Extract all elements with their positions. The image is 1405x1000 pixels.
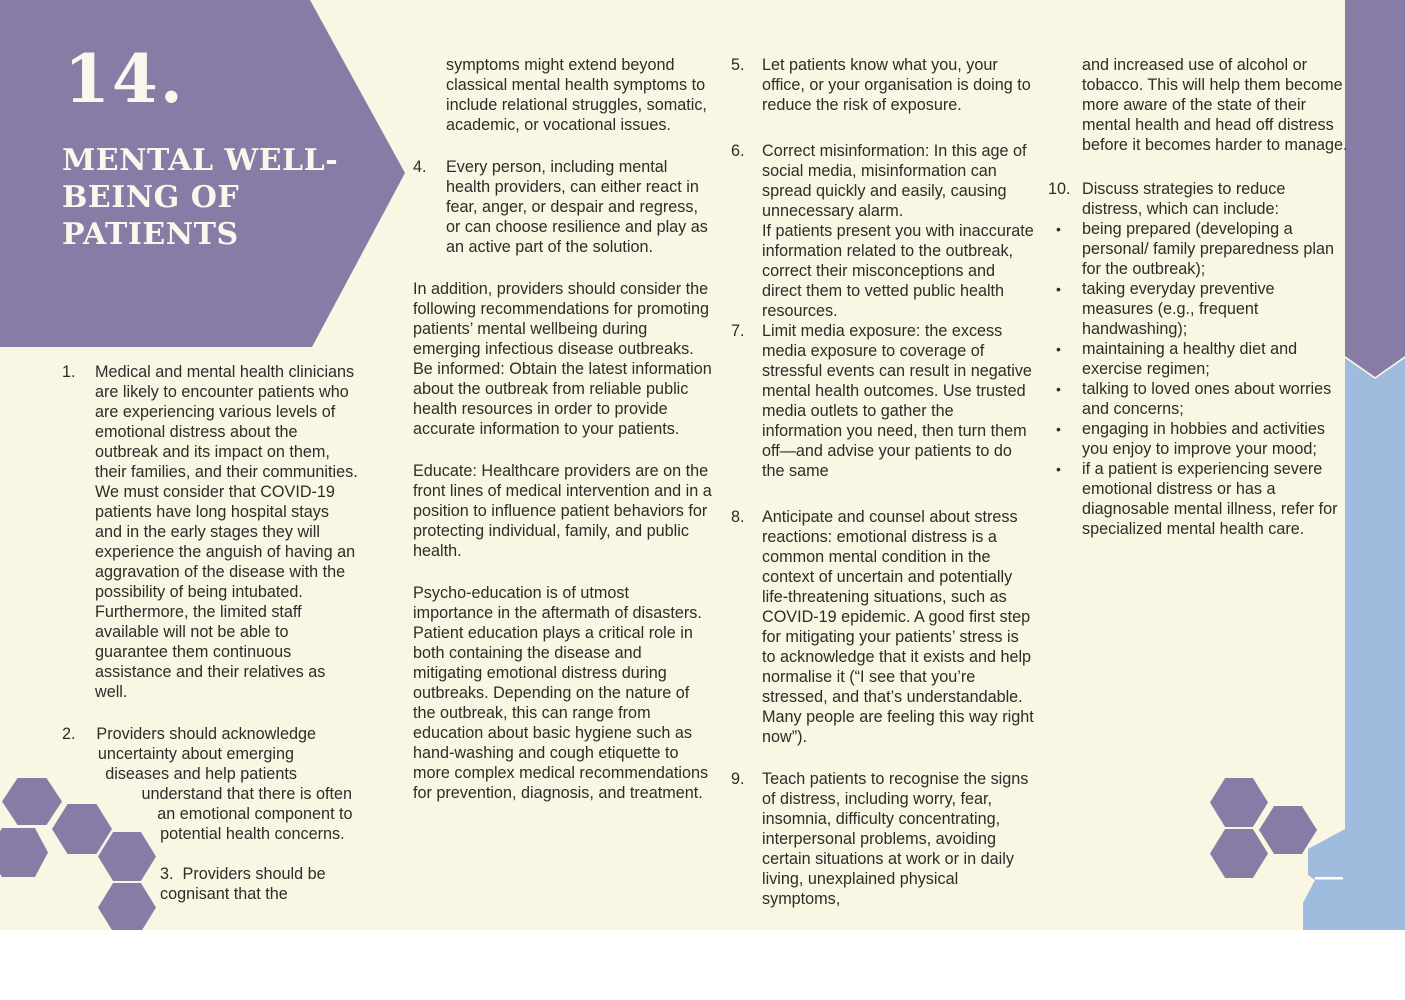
top-right-purple-band (1345, 0, 1405, 377)
item-number: 4. (413, 158, 427, 176)
item-text: Providers should be cognisant that the (160, 865, 326, 903)
item-number: 9. (731, 770, 745, 788)
educate-paragraph (413, 461, 713, 561)
page-title: MENTAL WELL-BEING OF PATIENTS (62, 143, 339, 252)
bullet-item (1048, 339, 1348, 379)
list-item-2 (62, 724, 358, 850)
list-item-8 (731, 507, 1034, 747)
item-number: 1. (62, 363, 76, 381)
item-text: Let patients know what you, your office, or your organisation is doing to reduce the risk of exposure. (762, 56, 1031, 114)
item-number: 6. (731, 142, 745, 160)
paragraph: In addition, providers should consider the following recommendations for promoting patients’ mental wellbeing during emerging infectious disease outbreaks. (413, 280, 710, 358)
section-number: 14. (64, 40, 185, 118)
list-item-1 (62, 362, 358, 702)
recommendations-intro (413, 279, 713, 439)
list-item-6 (731, 141, 1034, 321)
bullet-marker (1048, 419, 1082, 459)
item-number: 10. (1048, 180, 1071, 198)
bullet-text: if a patient is experiencing severe emotional distress or has a diagnosable mental illness, refer for specialized mental health care. (1082, 460, 1338, 538)
psycho-education-paragraph (413, 583, 713, 803)
item-9-continuation (1048, 55, 1348, 155)
list-item-9 (731, 769, 1034, 909)
item-number: 5. (731, 56, 745, 74)
hexagon-decoration (0, 828, 48, 877)
list-item-10 (1048, 179, 1348, 219)
bullet-text: being prepared (developing a personal/ family preparedness plan for the outbreak); (1082, 220, 1334, 278)
list-item-5 (731, 55, 1034, 115)
item-text: Every person, including mental health providers, can either react in fear, anger, or despair and regress, or can choose resilience and play as an active part of the solution. (446, 158, 708, 256)
list-item-7 (731, 321, 1034, 481)
bullet-item (1048, 379, 1348, 419)
column-1 (62, 362, 358, 850)
item-number: 3. (160, 865, 174, 883)
item-text: Teach patients to recognise the signs of distress, including worry, fear, insomnia, difficulty concentrating, interpersonal problems, avoiding certain situations at work or in daily living, unexplained physical symptoms, (762, 770, 1029, 908)
list-item-3 (160, 864, 336, 904)
item-3-continuation (413, 55, 713, 135)
bullet-item (1048, 219, 1348, 279)
hexagon-decoration (1210, 829, 1268, 878)
item-text: Providers should acknowledge uncertainty about emerging diseases and help patients understand that there is often an emotional component to potential health concerns. (96, 725, 353, 843)
item-text: Correct misinformation: In this age of social media, misinformation can spread quickly and easily, causing unnecessary alarm. (762, 142, 1027, 220)
item-text: and increased use of alcohol or tobacco. This will help them become more aware of the state of their mental health and head off distress before it becomes harder to manage. (1082, 56, 1348, 154)
footer-strip (0, 930, 1405, 1000)
hexagon-decoration (2, 778, 62, 825)
item-text: symptoms might extend beyond classical mental health symptoms to include relational struggles, somatic, academic, or vocational issues. (446, 56, 707, 134)
item-text: Medical and mental health clinicians are likely to encounter patients who are experiencing various levels of emotional distress about the outbreak and its impact on them, their families, and their communities. We must consider that COVID-19 patients have long hospital stays and in the early stages they will experience the anguish of having an aggravation of the disease with the possibility of being intubated. Furthermore, the limited staff available will not be able to guarantee them continuous assistance and their relatives as well. (95, 363, 358, 701)
item-number: 2. (62, 725, 76, 743)
paragraph: Be informed: Obtain the latest information about the outbreak from reliable public health resources in order to provide accurate information to your patients. (413, 360, 712, 438)
bullet-item (1048, 419, 1348, 459)
column-3 (731, 55, 1034, 909)
item-number: 8. (731, 508, 745, 526)
bullet-marker (1048, 279, 1082, 339)
column-4 (1048, 55, 1348, 539)
item-text: Limit media exposure: the excess media exposure to coverage of stressful events can result in negative mental health outcomes. Use trusted media outlets to gather the information you need, then turn them off—and advise your patients to do the same (762, 322, 1032, 480)
bullet-marker (1048, 379, 1082, 419)
bullet-item (1048, 459, 1348, 539)
item-text: If patients present you with inaccurate information related to the outbreak, correct their misconceptions and direct them to vetted public health resources. (762, 222, 1034, 320)
bullet-text: maintaining a healthy diet and exercise regimen; (1082, 340, 1298, 378)
hexagon-decoration (1210, 778, 1268, 827)
bullet-text: talking to loved ones about worries and concerns; (1082, 380, 1332, 418)
bullet-marker (1048, 459, 1082, 539)
hexagon-decoration (1259, 806, 1317, 854)
paragraph: Psycho-education is of utmost importance in the aftermath of disasters. Patient education plays a critical role in both containing the disease and mitigating emotional distress during outbreaks. Depending on the nature of the outbreak, this can range from education about basic hygiene such as hand-washing and cough etiquette to more complex medical recommendations for prevention, diagnosis, and treatment. (413, 584, 709, 802)
hexagon-outline-accent (1315, 877, 1343, 880)
item-text: Discuss strategies to reduce distress, which can include: (1082, 180, 1286, 218)
item-text: Anticipate and counsel about stress reactions: emotional distress is a common mental condition in the context of uncertain and potentially life-threatening situations, such as COVID-19 epidemic. A good first step for mitigating your patients’ stress is to acknowledge that it exists and help normalise it (“I see that you’re stressed, and that’s understandable. Many people are feeling this way right now”). (762, 508, 1034, 746)
bullet-marker (1048, 219, 1082, 279)
column-2 (413, 55, 713, 803)
item-number: 7. (731, 322, 745, 340)
bullet-text: engaging in hobbies and activities you enjoy to improve your mood; (1082, 420, 1325, 458)
bullet-marker (1048, 339, 1082, 379)
paragraph: Educate: Healthcare providers are on the front lines of medical intervention and in a position to influence patient behaviors for protecting individual, family, and public health. (413, 462, 712, 560)
bullet-text: taking everyday preventive measures (e.g., frequent handwashing); (1082, 280, 1275, 338)
list-item-4 (413, 157, 713, 257)
hexagon-decoration (98, 883, 156, 932)
bullet-item (1048, 279, 1348, 339)
